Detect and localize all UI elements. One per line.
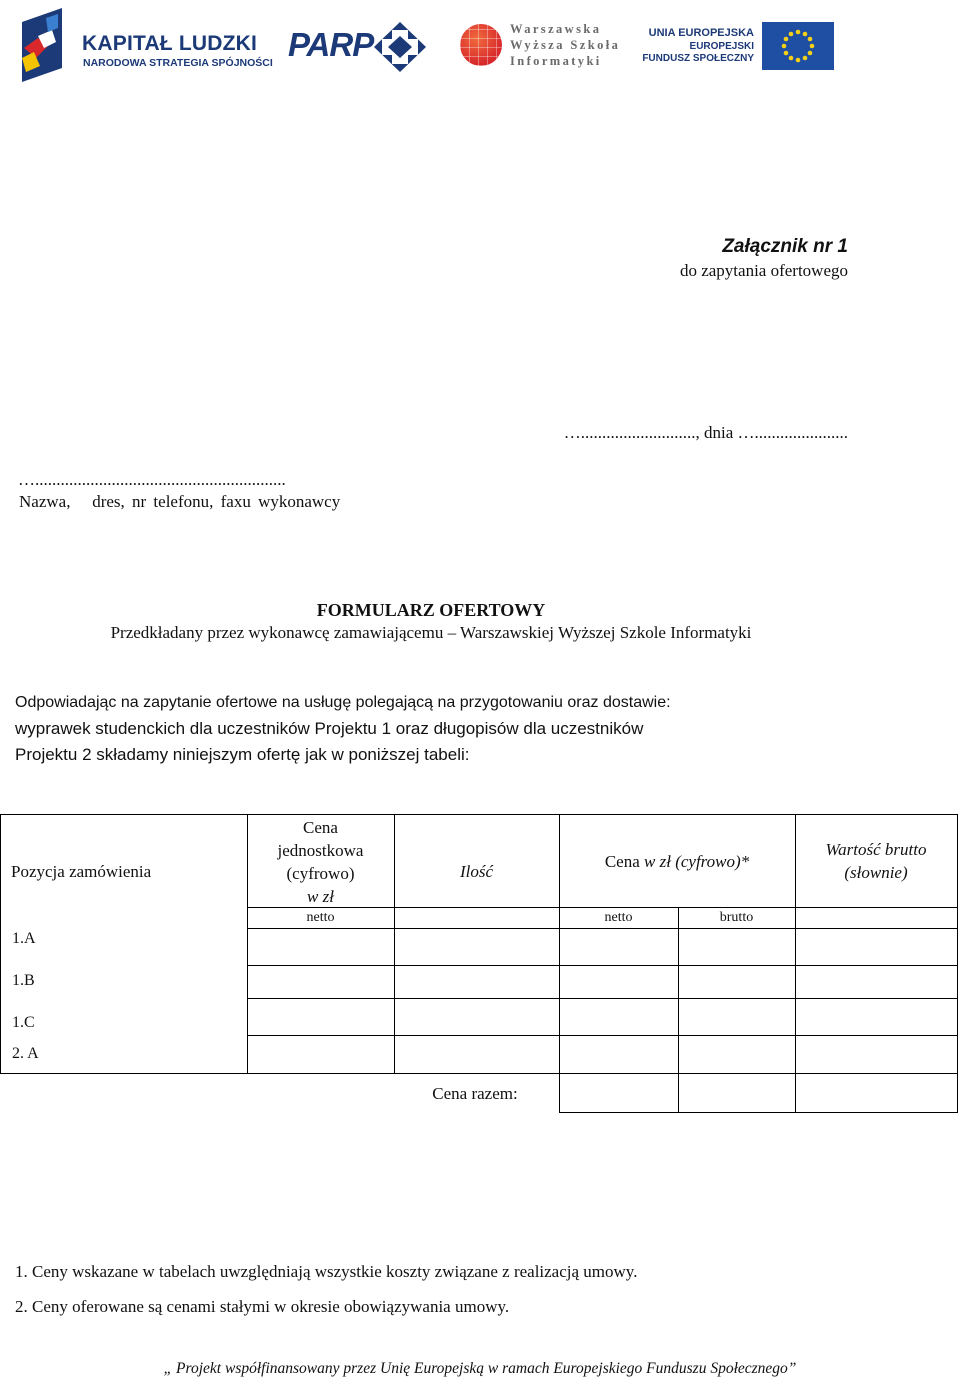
- header-position: Pozycja zamówienia: [11, 862, 152, 881]
- eu-line1: UNIA EUROPEJSKA: [648, 27, 754, 39]
- attachment-title: Załącznik nr 1: [722, 236, 848, 257]
- header-quantity: Ilość: [459, 862, 494, 881]
- form-subtitle: Przedkładany przez wykonawcę zamawiającemu – Warszawskiej Wyższej Szkole Informatyki: [110, 623, 752, 642]
- kapital-ludzki-title: KAPITAŁ LUDZKI: [82, 32, 258, 55]
- wwsi-emblem-icon: [460, 24, 502, 66]
- eu-flag-icon: [762, 22, 834, 70]
- attachment-subtitle: do zapytania ofertowego: [679, 261, 848, 280]
- intro-line2: wyprawek studenckich dla uczestników Projektu 1 oraz długopisów dla uczestników: [15, 719, 644, 738]
- header-price: [559, 850, 795, 873]
- wwsi-line1: Warszawska: [510, 22, 602, 36]
- parp-emblem-icon: [374, 22, 426, 72]
- note-1: 1. Ceny wskazane w tabelach uwzględniają wszystkie koszty związane z realizacją umowy.: [15, 1262, 638, 1281]
- date-field[interactable]: …..........................., dnia …......................: [563, 423, 848, 442]
- note-2: 2. Ceny oferowane są cenami stałymi w okresie obowiązywania umowy.: [15, 1297, 510, 1316]
- form-title: FORMULARZ OFERTOWY: [316, 600, 546, 620]
- header-gross-value-l2: (słownie): [844, 863, 908, 882]
- row-label-1b: 1.B: [12, 972, 35, 989]
- wwsi-logo: [458, 20, 628, 72]
- header-gross-value-l1: Wartość brutto: [825, 840, 927, 859]
- total-label: Cena razem:: [432, 1084, 518, 1103]
- row-label-2a: 2. A: [12, 1045, 39, 1062]
- subheader-netto: netto: [604, 910, 633, 925]
- row-label-1a: 1.A: [12, 930, 36, 947]
- header-unit-price-l3: (cyfrowo): [286, 864, 355, 883]
- intro-paragraph: [15, 690, 815, 768]
- kapital-ludzki-emblem-icon: [18, 8, 76, 82]
- header-price-rest: w zł (cyfrowo)*: [644, 852, 750, 871]
- header-unit-price-l1: Cena: [303, 818, 338, 837]
- header-price-prefix: Cena: [604, 852, 640, 871]
- parp-name: PARP: [288, 26, 374, 63]
- footer-text: „ Projekt współfinansowany przez Unię Europejską w ramach Europejskiego Funduszu Społecznego”: [163, 1360, 797, 1377]
- row-label-1c: 1.C: [12, 1014, 35, 1031]
- wwsi-line3: Informatyki: [510, 54, 602, 68]
- wwsi-line2: Wyższa Szkoła: [510, 38, 621, 52]
- eu-line3: FUNDUSZ SPOŁECZNY: [642, 53, 754, 64]
- kapital-ludzki-logo: [18, 8, 273, 82]
- header-unit-price-l2: jednostkowa: [277, 841, 364, 860]
- intro-line3: Projektu 2 składamy niniejszym ofertę jak w poniższej tabeli:: [15, 745, 470, 764]
- kapital-ludzki-subtitle: NARODOWA STRATEGIA SPÓJNOŚCI: [83, 57, 273, 69]
- eu-line2: EUROPEJSKI: [689, 41, 754, 52]
- contractor-label: Nazwa, dres, nr telefonu, faxu wykonawcy: [19, 492, 341, 511]
- subheader-netto-unit: netto: [306, 910, 335, 925]
- contractor-field[interactable]: …...........................................................: [18, 470, 286, 489]
- subheader-brutto: brutto: [719, 910, 754, 925]
- intro-line1: Odpowiadając na zapytanie ofertowe na usługę polegającą na przygotowaniu oraz dostawie:: [15, 694, 671, 711]
- parp-logo: [288, 22, 426, 72]
- eu-logo: [642, 20, 836, 74]
- header-unit-price-l4: w zł: [307, 887, 334, 906]
